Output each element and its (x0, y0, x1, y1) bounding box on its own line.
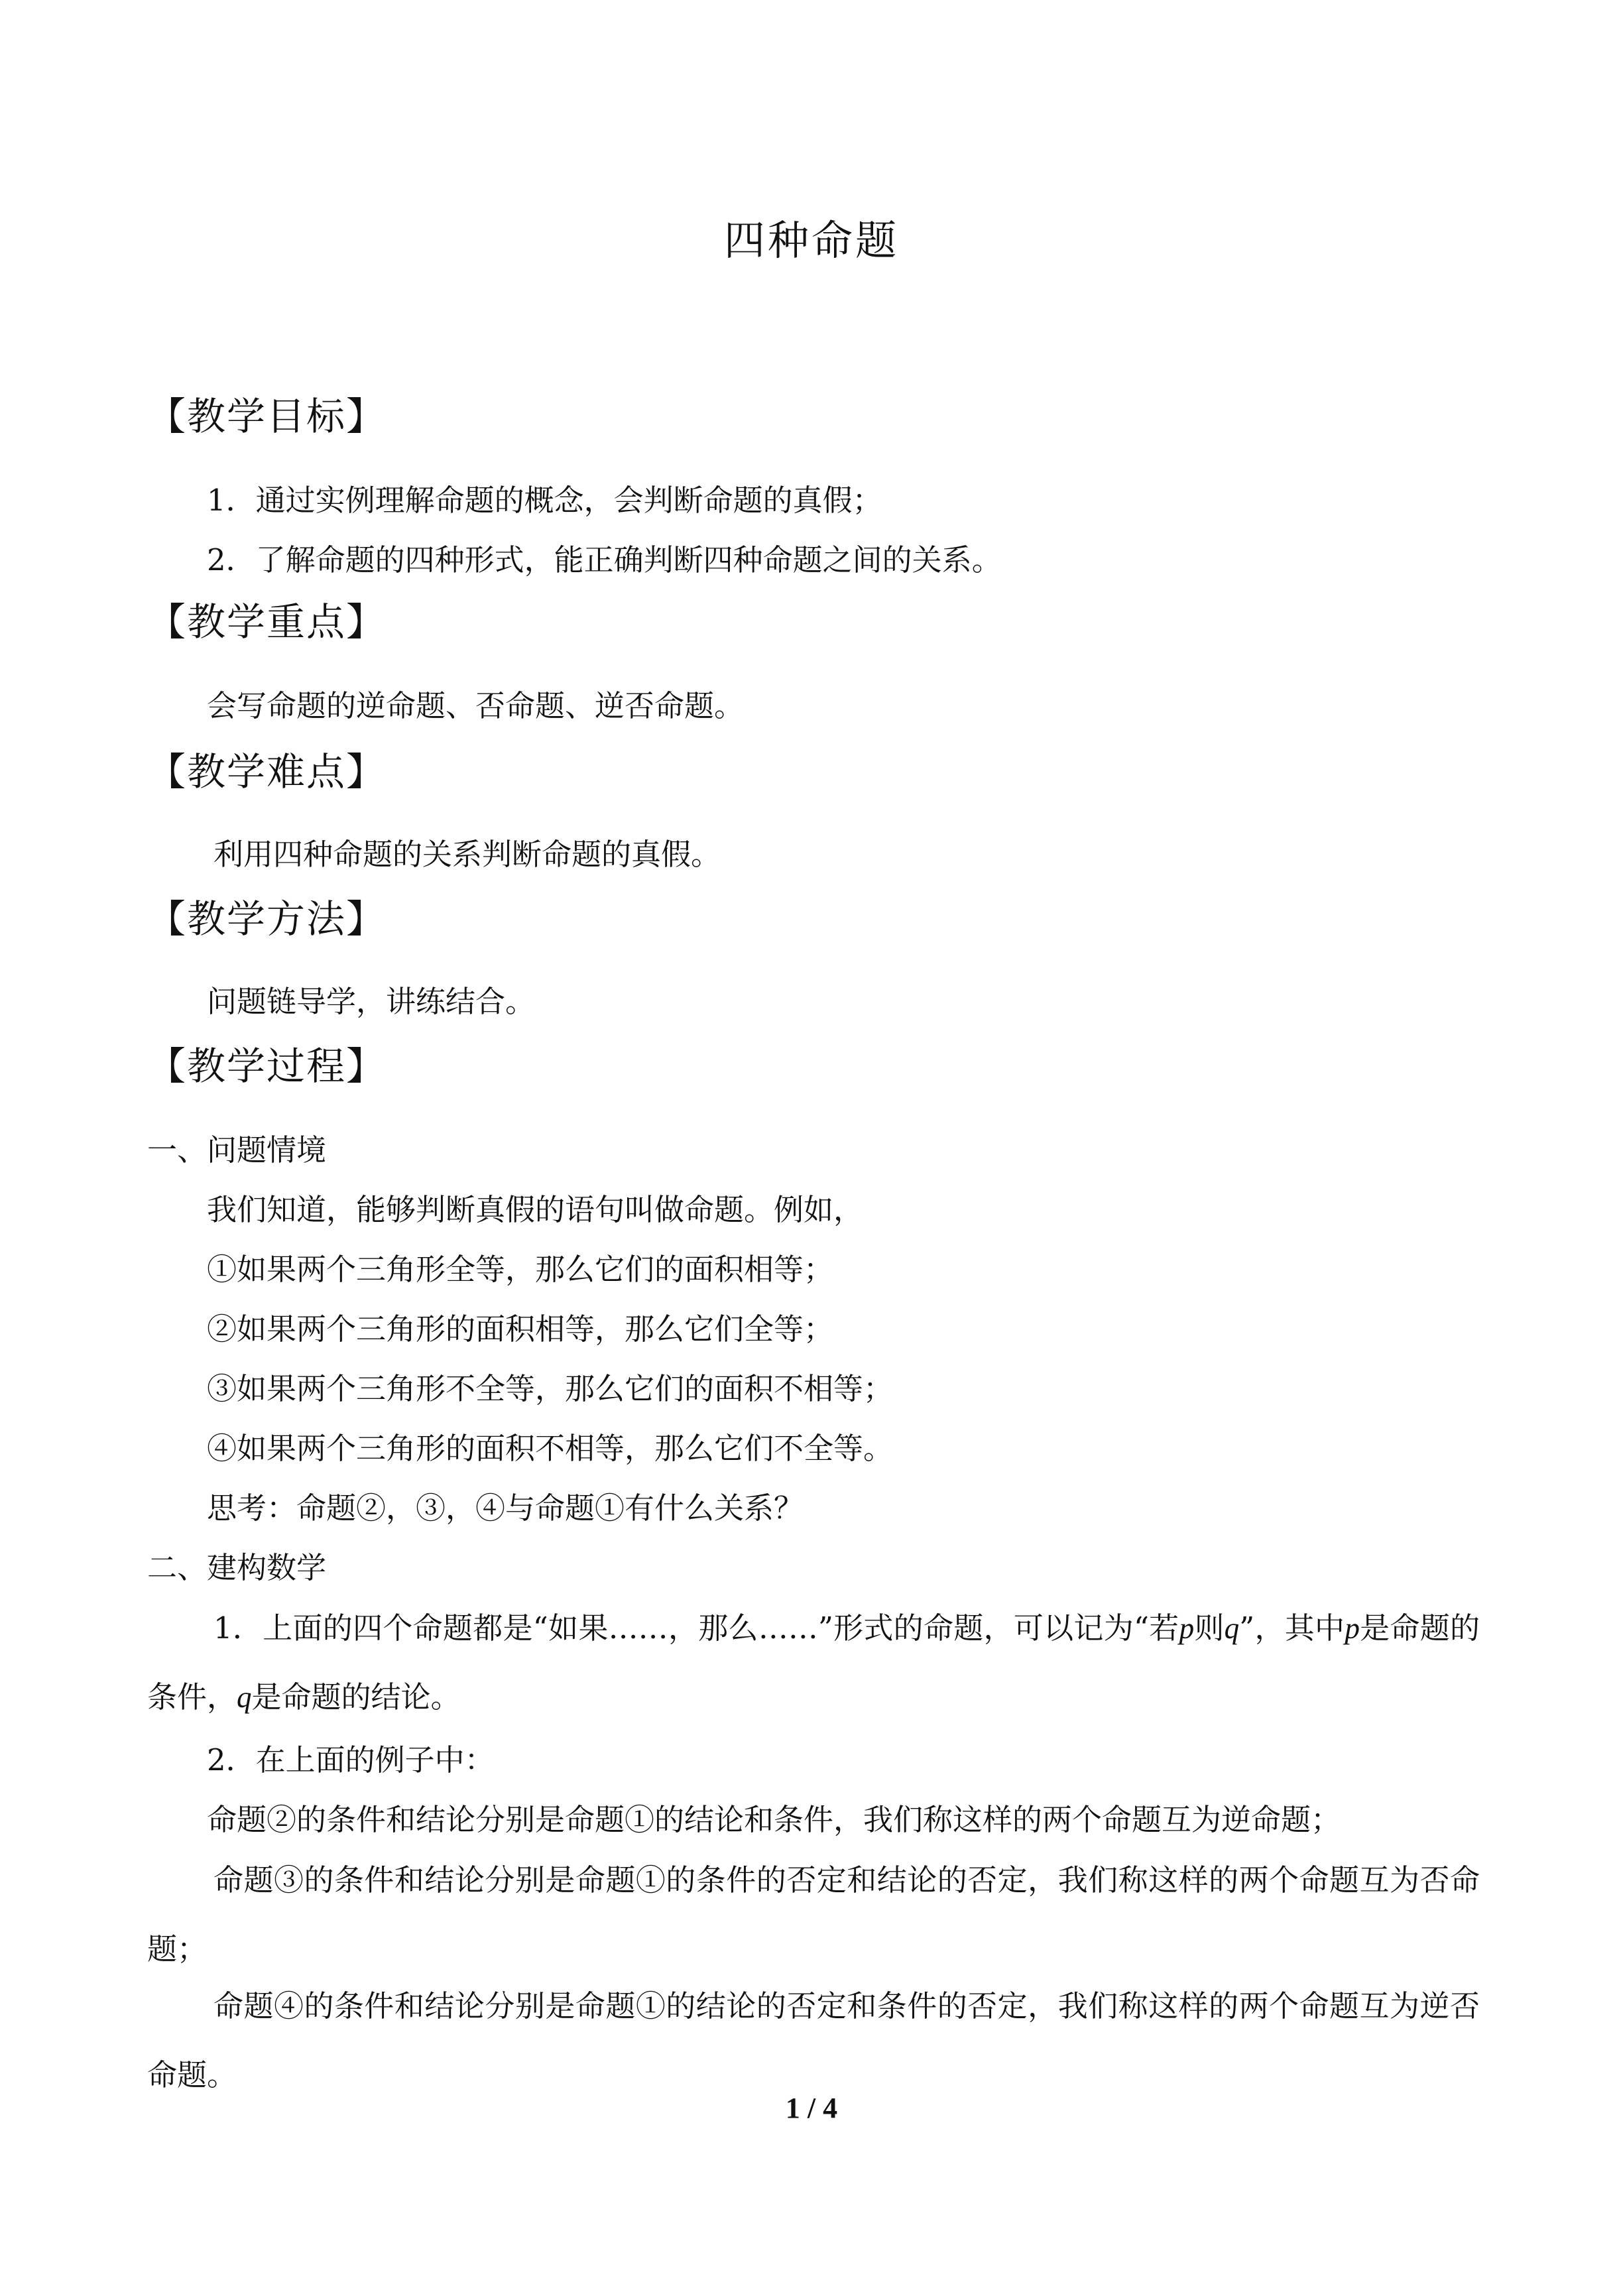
example-4: ④如果两个三角形的面积不相等，那么它们不全等。 (207, 1431, 894, 1466)
objectives-heading: 【教学目标】 (147, 394, 387, 439)
objective-item-2: 2．了解命题的四种形式，能正确判断四种命题之间的关系。 (207, 542, 1002, 577)
methods-text: 问题链导学，讲练结合。 (207, 984, 536, 1019)
think-question: 思考：命题②，③，④与命题①有什么关系？ (207, 1490, 804, 1526)
process-heading: 【教学过程】 (147, 1044, 387, 1089)
methods-heading: 【教学方法】 (147, 896, 387, 941)
var-p: p (1179, 1612, 1195, 1645)
example-1: ①如果两个三角形全等，那么它们的面积相等； (207, 1252, 834, 1287)
p1-text-a: 1．上面的四个命题都是“如果……，那么……”形式的命题，可以记为“若 (213, 1610, 1179, 1646)
part2-paragraph-5: 命题④的条件和结论分别是命题①的结论的否定和条件的否定，我们称这样的两个命题互为逆否命题。 (147, 1988, 1480, 2092)
part2-paragraph-1 (147, 1594, 1480, 1732)
p1-text-c: ”，其中 (1239, 1610, 1345, 1646)
difficulties-heading: 【教学难点】 (147, 749, 387, 794)
var-q-2: q (237, 1681, 252, 1714)
part1-heading: 一、问题情境 (147, 1132, 327, 1168)
part2-paragraph-2: 2．在上面的例子中： (207, 1742, 495, 1778)
page-title: 四种命题 (723, 216, 899, 265)
p1-text-e: 是命题的结论。 (251, 1679, 461, 1715)
p1-text-b: 则 (1194, 1610, 1225, 1646)
part2-paragraph-4: 命题③的条件和结论分别是命题①的条件的否定和结论的否定，我们称这样的两个命题互为否命题； (147, 1862, 1480, 1966)
example-2: ②如果两个三角形的面积相等，那么它们全等； (207, 1311, 834, 1347)
key-points-heading: 【教学重点】 (147, 599, 387, 644)
var-q: q (1224, 1612, 1240, 1645)
page-number: 1 / 4 (785, 2092, 838, 2124)
objective-item-1: 1．通过实例理解命题的概念，会判断命题的真假； (207, 483, 882, 518)
part2-paragraph-3: 命题②的条件和结论分别是命题①的结论和条件，我们称这样的两个命题互为逆命题； (207, 1802, 1341, 1837)
var-p-2: p (1345, 1612, 1360, 1645)
part1-intro: 我们知道，能够判断真假的语句叫做命题。例如， (207, 1192, 864, 1227)
difficulties-text: 利用四种命题的关系判断命题的真假。 (213, 837, 721, 872)
p1-text-d: 是命题的条件， (147, 1610, 1480, 1715)
part2-heading: 二、建构数学 (147, 1550, 327, 1585)
example-3: ③如果两个三角形不全等，那么它们的面积不相等； (207, 1371, 894, 1406)
key-points-text: 会写命题的逆命题、否命题、逆否命题。 (207, 688, 745, 723)
